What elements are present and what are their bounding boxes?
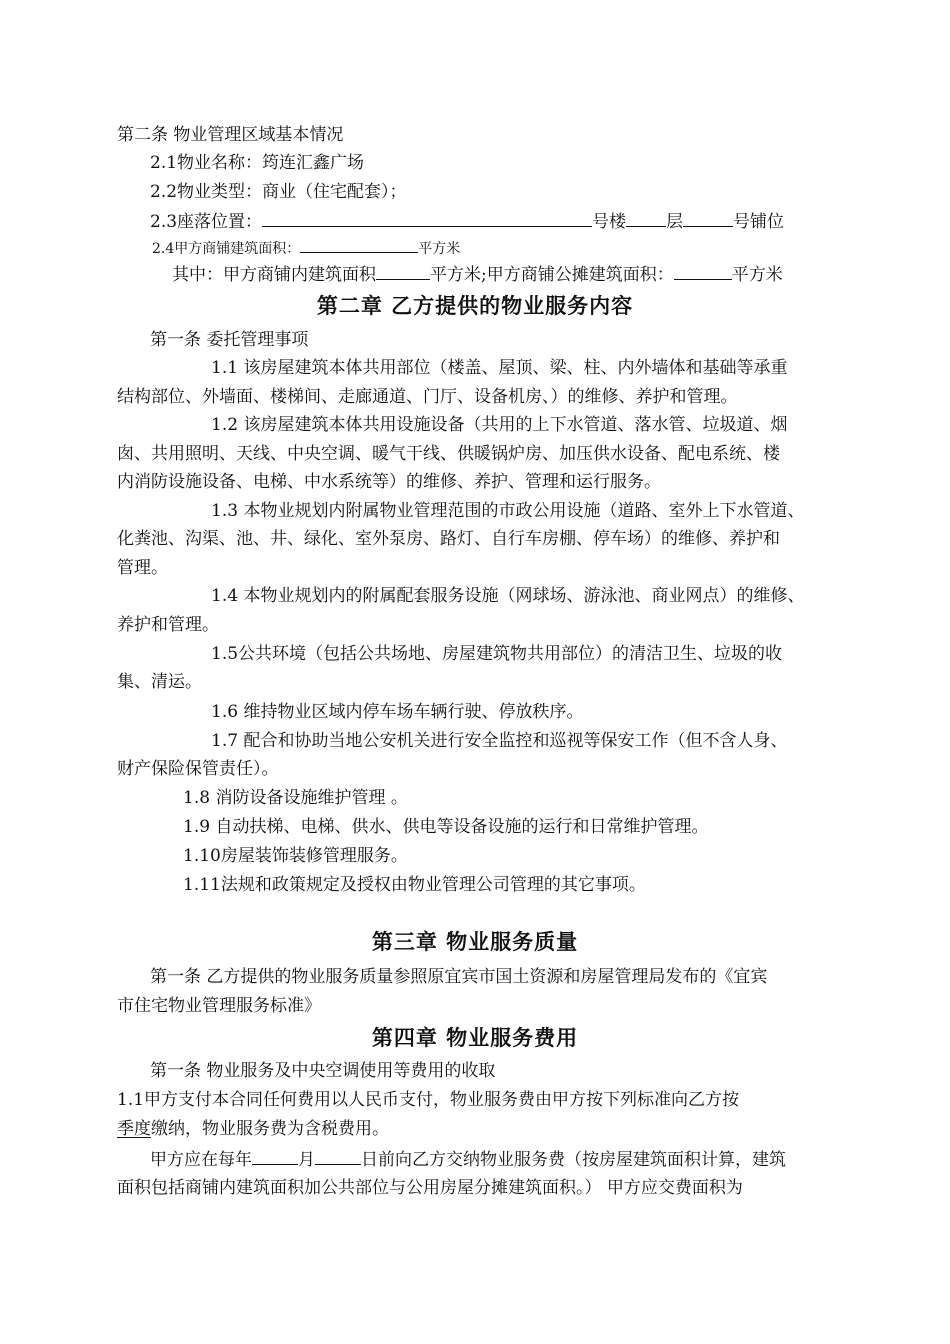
building-label: 号楼 (592, 212, 627, 232)
quality-line-b: 市住宅物业管理服务标准》 (117, 996, 321, 1016)
clause-1-5a: 1.5公共环境（包括公共场地、房屋建筑物共用部位）的清洁卫生、垃圾的收 (211, 644, 783, 664)
chapter4-heading: 第四章 物业服务费用 (371, 1026, 579, 1050)
clause-1-7a: 1.7 配合和协助当地公安机关进行安全监控和巡视等保安工作（但不含人身、 (211, 731, 788, 751)
shared-area-unit: 平方米 (731, 265, 783, 285)
floor-blank[interactable] (626, 210, 666, 227)
clause-1-2b: 囱、共用照明、天线、中央空调、暖气干线、供暖锅炉房、加压供水设备、配电系统、楼 (117, 444, 780, 464)
fee-clause-1-1b (117, 1118, 389, 1140)
clause-1-11: 1.11法规和政策规定及授权由物业管理公司管理的其它事项。 (183, 875, 646, 895)
clause-1-4b: 养护和管理。 (117, 615, 219, 635)
clause-1-8: 1.8 消防设备设施维护管理 。 (183, 788, 408, 808)
payment-date-line (150, 1148, 786, 1171)
floor-label: 层 (666, 212, 684, 232)
clause-1-9: 1.9 自动扶梯、电梯、供水、供电等设备设施的运行和日常维护管理。 (183, 817, 709, 837)
quality-line-a: 第一条 乙方提供的物业服务质量参照原宜宾市国土资源和房屋管理局发布的《宜宾 (150, 967, 768, 987)
chapter2-heading: 第二章 乙方提供的物业服务内容 (316, 294, 634, 318)
payment-date-rest: 日前向乙方交纳物业服务费（按房屋建筑面积计算，建筑 (361, 1150, 786, 1170)
payment-month-label: 月 (298, 1150, 315, 1170)
shop-area-blank[interactable] (300, 239, 418, 253)
chapter4-article1: 第一条 物业服务及中央空调使用等费用的收取 (150, 1061, 496, 1081)
location-line (150, 210, 784, 233)
property-name: 2.1物业名称：筠连汇鑫广场 (150, 153, 365, 173)
clause-1-10: 1.10房屋装饰装修管理服务。 (183, 846, 408, 866)
shared-area-blank[interactable] (674, 263, 732, 280)
clause-1-1b: 结构部位、外墙面、楼梯间、走廊通道、门厅、设备机房、）的维修、养护和管理。 (117, 387, 738, 407)
inner-area-blank[interactable] (376, 263, 430, 280)
shop-blank[interactable] (683, 210, 733, 227)
property-type: 2.2物业类型：商业（住宅配套）； (150, 182, 407, 202)
shared-area-label: 平方米;甲方商铺公摊建筑面积： (430, 265, 674, 285)
location-label: 2.3座落位置： (150, 212, 263, 232)
payment-date-label: 甲方应在每年 (150, 1150, 252, 1170)
clause-1-7b: 财产保险保管责任）。 (117, 759, 279, 779)
payment-period: 季度 (117, 1119, 151, 1139)
shop-area-line (152, 238, 460, 260)
clause-1-3a: 1.3 本物业规划内附属物业管理范围的市政公用设施（道路、室外上下水管道、 (211, 501, 805, 521)
fee-clause-1-1a: 1.1甲方支付本合同任何费用以人民币支付，物业服务费由甲方按下列标准向乙方按 (117, 1090, 740, 1110)
clause-1-3b: 化粪池、沟渠、池、井、绿化、室外泵房、路灯、自行车房棚、停车场）的维修、养护和 (117, 529, 780, 549)
location-blank[interactable] (262, 210, 592, 227)
clause-1-5b: 集、清运。 (117, 672, 202, 692)
payment-month-blank[interactable] (252, 1148, 298, 1165)
clause-1-4a: 1.4 本物业规划内的附属配套服务设施（网球场、游泳池、商业网点）的维修、 (211, 586, 805, 606)
chapter3-heading: 第三章 物业服务质量 (371, 930, 579, 954)
clause-1-3c: 管理。 (117, 558, 168, 578)
article-title: 第二条 物业管理区域基本情况 (117, 125, 344, 145)
shop-area-label: 2.4甲方商铺建筑面积： (152, 241, 301, 257)
shop-area-unit: 平方米 (418, 241, 461, 257)
clause-1-1a: 1.1 该房屋建筑本体共用部位（楼盖、屋顶、梁、柱、内外墙体和基础等承重 (211, 358, 788, 378)
shop-label: 号铺位 (733, 212, 785, 232)
inner-area-label: 其中：甲方商铺内建筑面积 (172, 265, 376, 285)
area-detail-line (172, 263, 783, 286)
payment-day-blank[interactable] (315, 1148, 361, 1165)
clause-1-6: 1.6 维持物业区域内停车场车辆行驶、停放秩序。 (211, 702, 584, 722)
area-basis-line: 面积包括商铺内建筑面积加公共部位与公用房屋分摊建筑面积。） 甲方应交费面积为 (117, 1178, 743, 1198)
clause-1-2c: 内消防设施设备、电梯、中水系统等）的维修、养护、管理和运行服务。 (117, 472, 661, 492)
clause-1-2a: 1.2 该房屋建筑本体共用设施设备（共用的上下水管道、落水管、垃圾道、烟 (211, 415, 788, 435)
chapter2-article1: 第一条 委托管理事项 (150, 330, 309, 350)
payment-period-rest: 缴纳，物业服务费为含税费用。 (151, 1119, 389, 1139)
